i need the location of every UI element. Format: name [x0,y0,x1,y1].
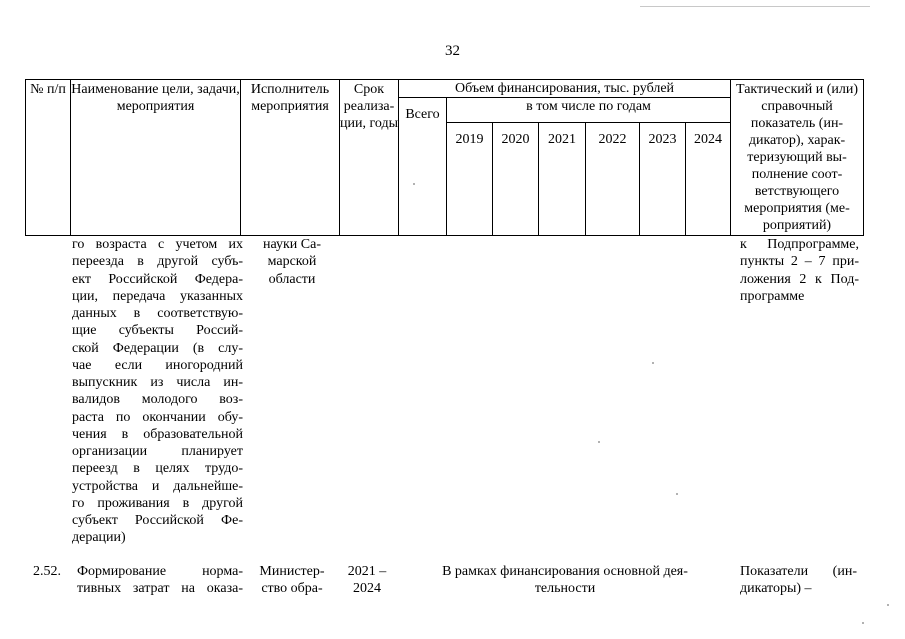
header-year: 2023 [640,123,686,236]
header-year: 2022 [586,123,640,236]
scan-speck [676,493,678,495]
header-year: 2024 [686,123,731,236]
text-line: Министер- [259,564,325,579]
text-line: субъект Российской Фе- [72,513,243,528]
text-line: ции, передача указанных [72,288,243,304]
text-line: дикаторы) – [740,581,812,597]
scan-speck [413,183,415,185]
continuation-name [72,236,243,547]
header-term: Срок реализа-ции, годы [340,80,399,236]
row-number: 2.52. [33,564,61,579]
header-executor: Исполнитель мероприятия [241,80,340,236]
text-line: ект Российской Федера- [72,271,243,287]
row-funding [400,563,730,598]
table-header [25,79,864,236]
header-by-years: в том числе по годам [447,98,731,123]
row-term [338,563,396,598]
row-indicator [740,563,857,598]
header-year: 2021 [539,123,586,236]
row-executor [250,563,334,598]
text-line: раста по окончании обу- [72,409,243,425]
text-line: марской [267,254,317,270]
text-line: науки Са- [262,237,321,252]
text-line: 2024 [353,581,381,597]
scan-speck [598,441,600,443]
continuation-indicator [740,236,859,305]
text-line: го проживания в другой [72,495,243,511]
page-number: 32 [445,43,460,59]
text-line: ской Федерации (в слу- [72,340,243,356]
text-line: выпускник из числа ин- [72,375,243,390]
text-line: Формирование норма- [77,564,243,579]
text-line: чения в образовательной [72,426,243,442]
text-line: В рамках финансирования основной дея- [442,564,688,579]
text-line: чае если иногородний [72,357,243,373]
text-line: тивных затрат на оказа- [77,581,243,597]
text-line: переезд в целях трудо- [72,461,243,477]
text-line: устройства и дальнейше- [72,478,243,494]
header-year: 2019 [447,123,493,236]
text-line: ство обра- [261,581,323,597]
text-line: программе [740,288,805,304]
top-rule [640,6,870,7]
scan-speck [652,362,654,364]
text-line: области [268,271,316,287]
row-name [77,563,243,598]
text-line: данных в соответствую- [72,306,243,321]
text-line: организации планирует [72,444,243,459]
header-name: Наименование цели, задачи, мероприятия [71,80,241,236]
text-line: щие субъекты Россий- [72,323,243,339]
header-funding: Объем финансирования, тыс. рублей [399,80,731,98]
header-total: Всего [399,98,447,236]
header-number: № п/п [26,80,71,236]
text-line: го возраста с учетом их [72,237,243,252]
text-line: Показатели (ин- [740,564,857,579]
text-line: ложения 2 к Под- [740,271,859,287]
text-line: дерации) [72,530,126,546]
text-line: тельности [534,581,596,597]
scan-speck [862,622,864,624]
header-year: 2020 [493,123,539,236]
text-line: к Подпрограмме, [740,237,859,252]
text-line: валидов молодого воз- [72,392,243,408]
continuation-executor [246,236,338,288]
text-line: пункты 2 – 7 при- [740,254,859,270]
scan-speck [887,604,889,606]
text-line: переезда в другой субъ- [72,254,243,270]
text-line: 2021 – [347,564,387,579]
header-indicator: Тактический и (или) справочный показатель (ин-дикатор), харак-теризующий вы-полнение соот-ветствующего мероприятия (ме-роприятий) [731,80,864,236]
